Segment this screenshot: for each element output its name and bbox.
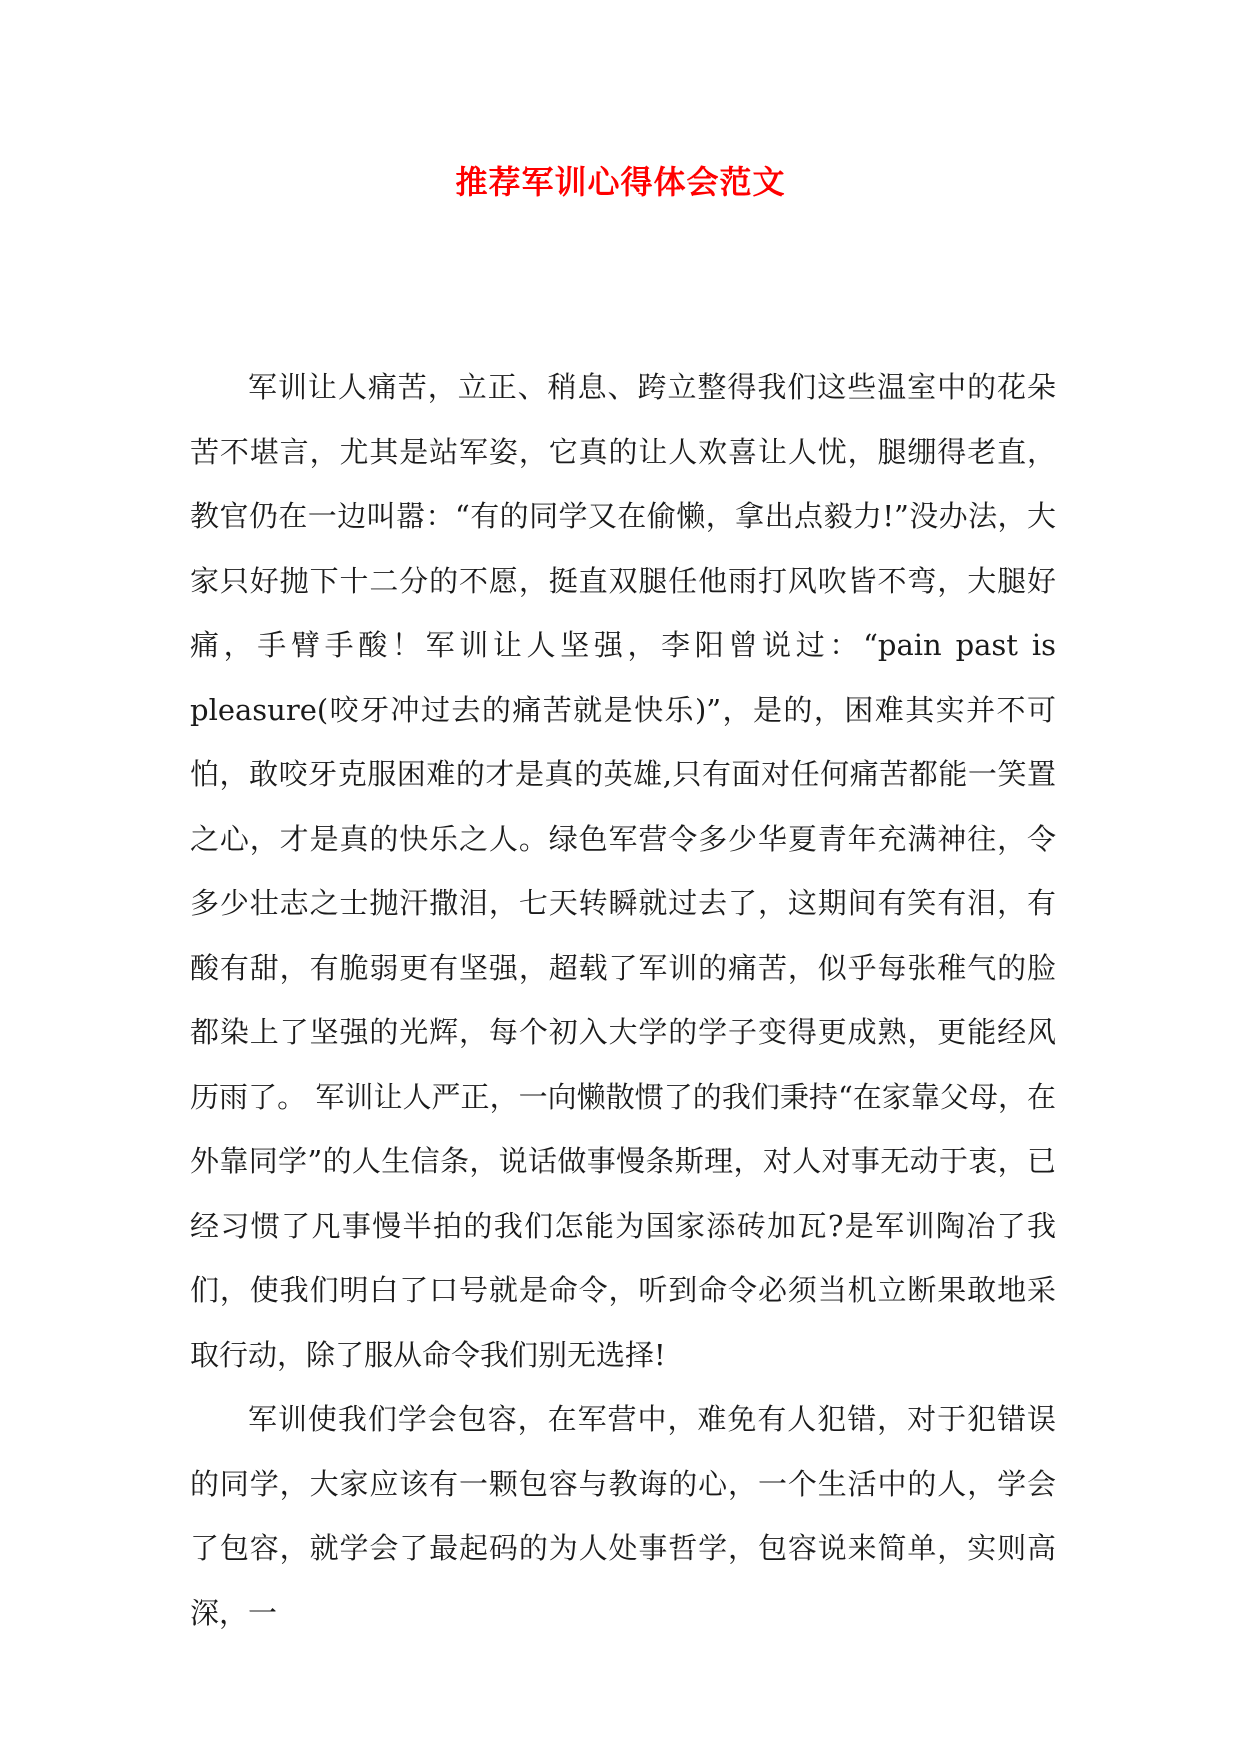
paragraph-2: 军训使我们学会包容，在军营中，难免有人犯错，对于犯错误的同学，大家应该有一颗包容与教诲的心，一个生活中的人，学会了包容，就学会了最起码的为人处事哲学，包容说来简单，实则高深，一 [190, 1402, 1056, 1630]
document-title: 推荐军训心得体会范文 [455, 163, 786, 201]
paragraph-1: 军训让人痛苦，立正、稍息、跨立整得我们这些温室中的花朵苦不堪言，尤其是站军姿，它真的让人欢喜让人忧，腿绷得老直，教官仍在一边叫嚣：“有的同学又在偷懒，拿出点毅力!”没办法，大家只好抛下十二分的不愿，挺直双腿任他雨打风吹皆不弯，大腿好痛，手臂手酸！军训让人坚强，李阳曾说过：“pain past is pleasure(咬牙冲过去的痛苦就是快乐)”，是的，困难其实并不可怕，敢咬牙克服困难的才是真的英雄,只有面对任何痛苦都能一笑置之心，才是真的快乐之人。绿色军营令多少华夏青年充满神往，令多少壮志之士抛汗撒泪，七天转瞬就过去了，这期间有笑有泪，有酸有甜，有脆弱更有坚强，超载了军训的痛苦，似乎每张稚气的脸都染上了坚强的光辉，每个初入大学的学子变得更成熟，更能经风历雨了。 军训让人严正，一向懒散惯了的我们秉持“在家靠父母，在外靠同学”的人生信条，说话做事慢条斯理，对人对事无动于衷，已经习惯了凡事慢半拍的我们怎能为国家添砖加瓦?是军训陶冶了我们，使我们明白了口号就是命令，听到命令必须当机立断果敢地采取行动，除了服从命令我们别无选择! [190, 370, 1056, 1372]
document-body [190, 355, 1056, 1645]
